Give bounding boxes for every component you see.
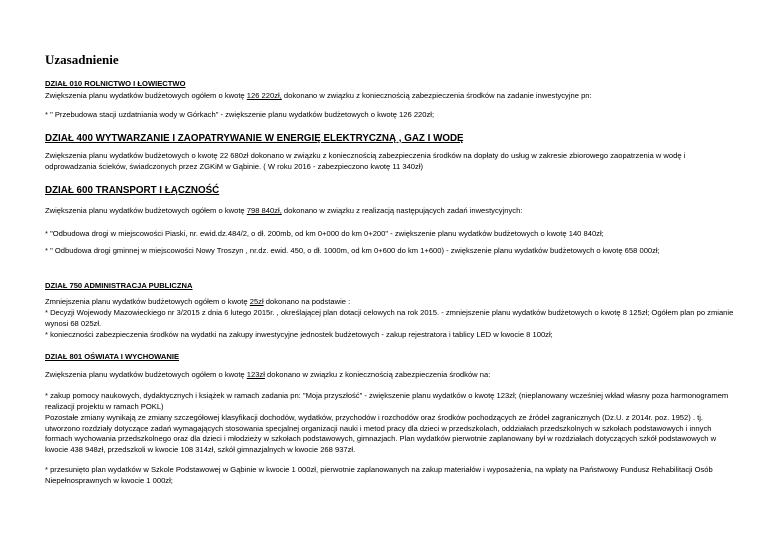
paragraph-010-summary bbox=[45, 91, 735, 102]
amount-750: 25zł bbox=[249, 297, 264, 306]
text-segment: Zwiększenia planu wydatków budżetowych ogółem o kwotę bbox=[45, 370, 247, 379]
paragraph-600-item-1: * "Odbudowa drogi w miejscowości Piaski, nr. ewid.dz.484/2, o dł. 200mb, od km 0+000 do km 0+200" - zwiększenie planu wydatków budżetowych o kwotę 140 840zł; bbox=[45, 229, 604, 238]
text-segment: dokonano w związku z koniecznością zabezpieczenia środków na zadanie inwestycyjne pn: bbox=[281, 91, 592, 100]
paragraph-600-summary bbox=[45, 206, 735, 217]
text-segment: dokonano w związku z realizacją następujących zadań inwestycyjnych: bbox=[281, 206, 523, 215]
text-segment: Zwiększenia planu wydatków budżetowych ogółem o kwotę bbox=[45, 206, 247, 215]
amount-801: 123zł bbox=[246, 370, 265, 379]
amount-600: 798 840zł, bbox=[246, 206, 282, 215]
text-segment: dokonano w związku z koniecznością zabezpieczenia środków na: bbox=[264, 370, 491, 379]
paragraph-750-summary bbox=[45, 297, 735, 308]
heading-dzial-750: DZIAŁ 750 ADMINISTRACJA PUBLICZNA bbox=[45, 281, 193, 290]
paragraph-801-classification: Pozostałe zmiany wynikają ze zmiany szczegółowej klasyfikacji dochodów, wydatków, przychodów i rozchodów oraz środków pochodzących ze źródeł zagranicznych (Dz.U. z 2014r. poz. 1952) . tj. utworzono rozdziały dotyczące zadań wymagających stosowania specjalnej organizacji nauki i metod pracy dla dzieci w przedszkolach, oddziałach przedszkolnych w szkołach podstawowych i innych formach wychowania przedszkolnego oraz dla dzieci i młodzieży w szkołach podstawowych, gimnazjach. Plan wydatków pierwotnie zaplanowany był w rozdziałach dotyczących szkół podstawowych w kwocie 438 948zł, przedszkoli w kwocie 108 314zł, szkół gimnazjalnych w kwocie 268 937zł. bbox=[45, 413, 717, 454]
heading-dzial-400: DZIAŁ 400 WYTWARZANIE I ZAOPATRYWANIE W ENERGIĘ ELEKTRYCZNĄ , GAZ I WODĘ bbox=[45, 133, 464, 144]
heading-dzial-600: DZIAŁ 600 TRANSPORT I ŁĄCZNOŚĆ bbox=[45, 185, 220, 196]
paragraph-400-summary: Zwiększenia planu wydatków budżetowych o kwotę 22 680zł dokonano w związku z koniecznością zabezpieczenia środków na dopłaty do usług w zakresie zbiorowego zaopatrzenia w wodę i odprowadzania ścieków, świadczonych przez ZGKiM w Gąbinie. ( W roku 2016 - zabezpieczono kwotę 11 340zł) bbox=[45, 151, 686, 171]
heading-dzial-010: DZIAŁ 010 ROLNICTWO I ŁOWIECTWO bbox=[45, 79, 186, 88]
paragraph-750-item-2: * konieczności zabezpieczenia środków na wydatki na zakupy inwestycyjne jednostek budżetowych - zakup rejestratora i tablicy LED w kwocie 8 100zł; bbox=[45, 330, 553, 339]
paragraph-750-item-1: * Decyzji Wojewody Mazowieckiego nr 3/2015 z dnia 6 lutego 2015r. , określającej plan dotacji celowych na rok 2015. - zmniejszenie planu wydatków budżetowych o kwotę 8 125zł; Ogółem plan po zmianie wynosi 68 025zł. bbox=[45, 308, 734, 328]
paragraph-801-item-2: * przesunięto plan wydatków w Szkole Podstawowej w Gąbinie w kwocie 1 000zł, pierwotnie zaplanowanych na zakup materiałów i wyposażenia, na wpłaty na Państwowy Fundusz Rehabilitacji Osób Niepełnosprawnych w kwocie 1 000zł; bbox=[45, 465, 713, 485]
paragraph-010-item: * " Przebudowa stacji uzdatniania wody w Górkach" - zwiększenie planu wydatków budżetowych o kwotę 126 220zł; bbox=[45, 110, 435, 119]
text-segment: dokonano na podstawie : bbox=[263, 297, 351, 306]
paragraph-801-item-1: * zakup pomocy naukowych, dydaktycznych i książek w ramach zadania pn: "Moja przyszłość" - zwiększenie planu wydatków o kwotę 123zł; (nieplanowany wcześniej wkład własny poza harmonogramem realizacji projektu w ramach POKL) bbox=[45, 391, 729, 411]
text-segment: Zmniejszenia planu wydatków budżetowych ogółem o kwotę bbox=[45, 297, 250, 306]
document-title: Uzasadnienie bbox=[45, 52, 119, 67]
paragraph-600-item-2: * " Odbudowa drogi gminnej w miejscowości Nowy Troszyn , nr.dz. ewid. 450, o dł. 1000m, od km 0+600 do km 1+600) - zwiększenie planu wydatków budżetowych o kwotę 658 000zł; bbox=[45, 246, 660, 255]
heading-dzial-801: DZIAŁ 801 OŚWIATA I WYCHOWANIE bbox=[45, 352, 180, 361]
paragraph-801-summary bbox=[45, 370, 735, 381]
amount-010: 126 220zł, bbox=[246, 91, 282, 100]
text-segment: Zwiększenia planu wydatków budżetowych ogółem o kwotę bbox=[45, 91, 247, 100]
